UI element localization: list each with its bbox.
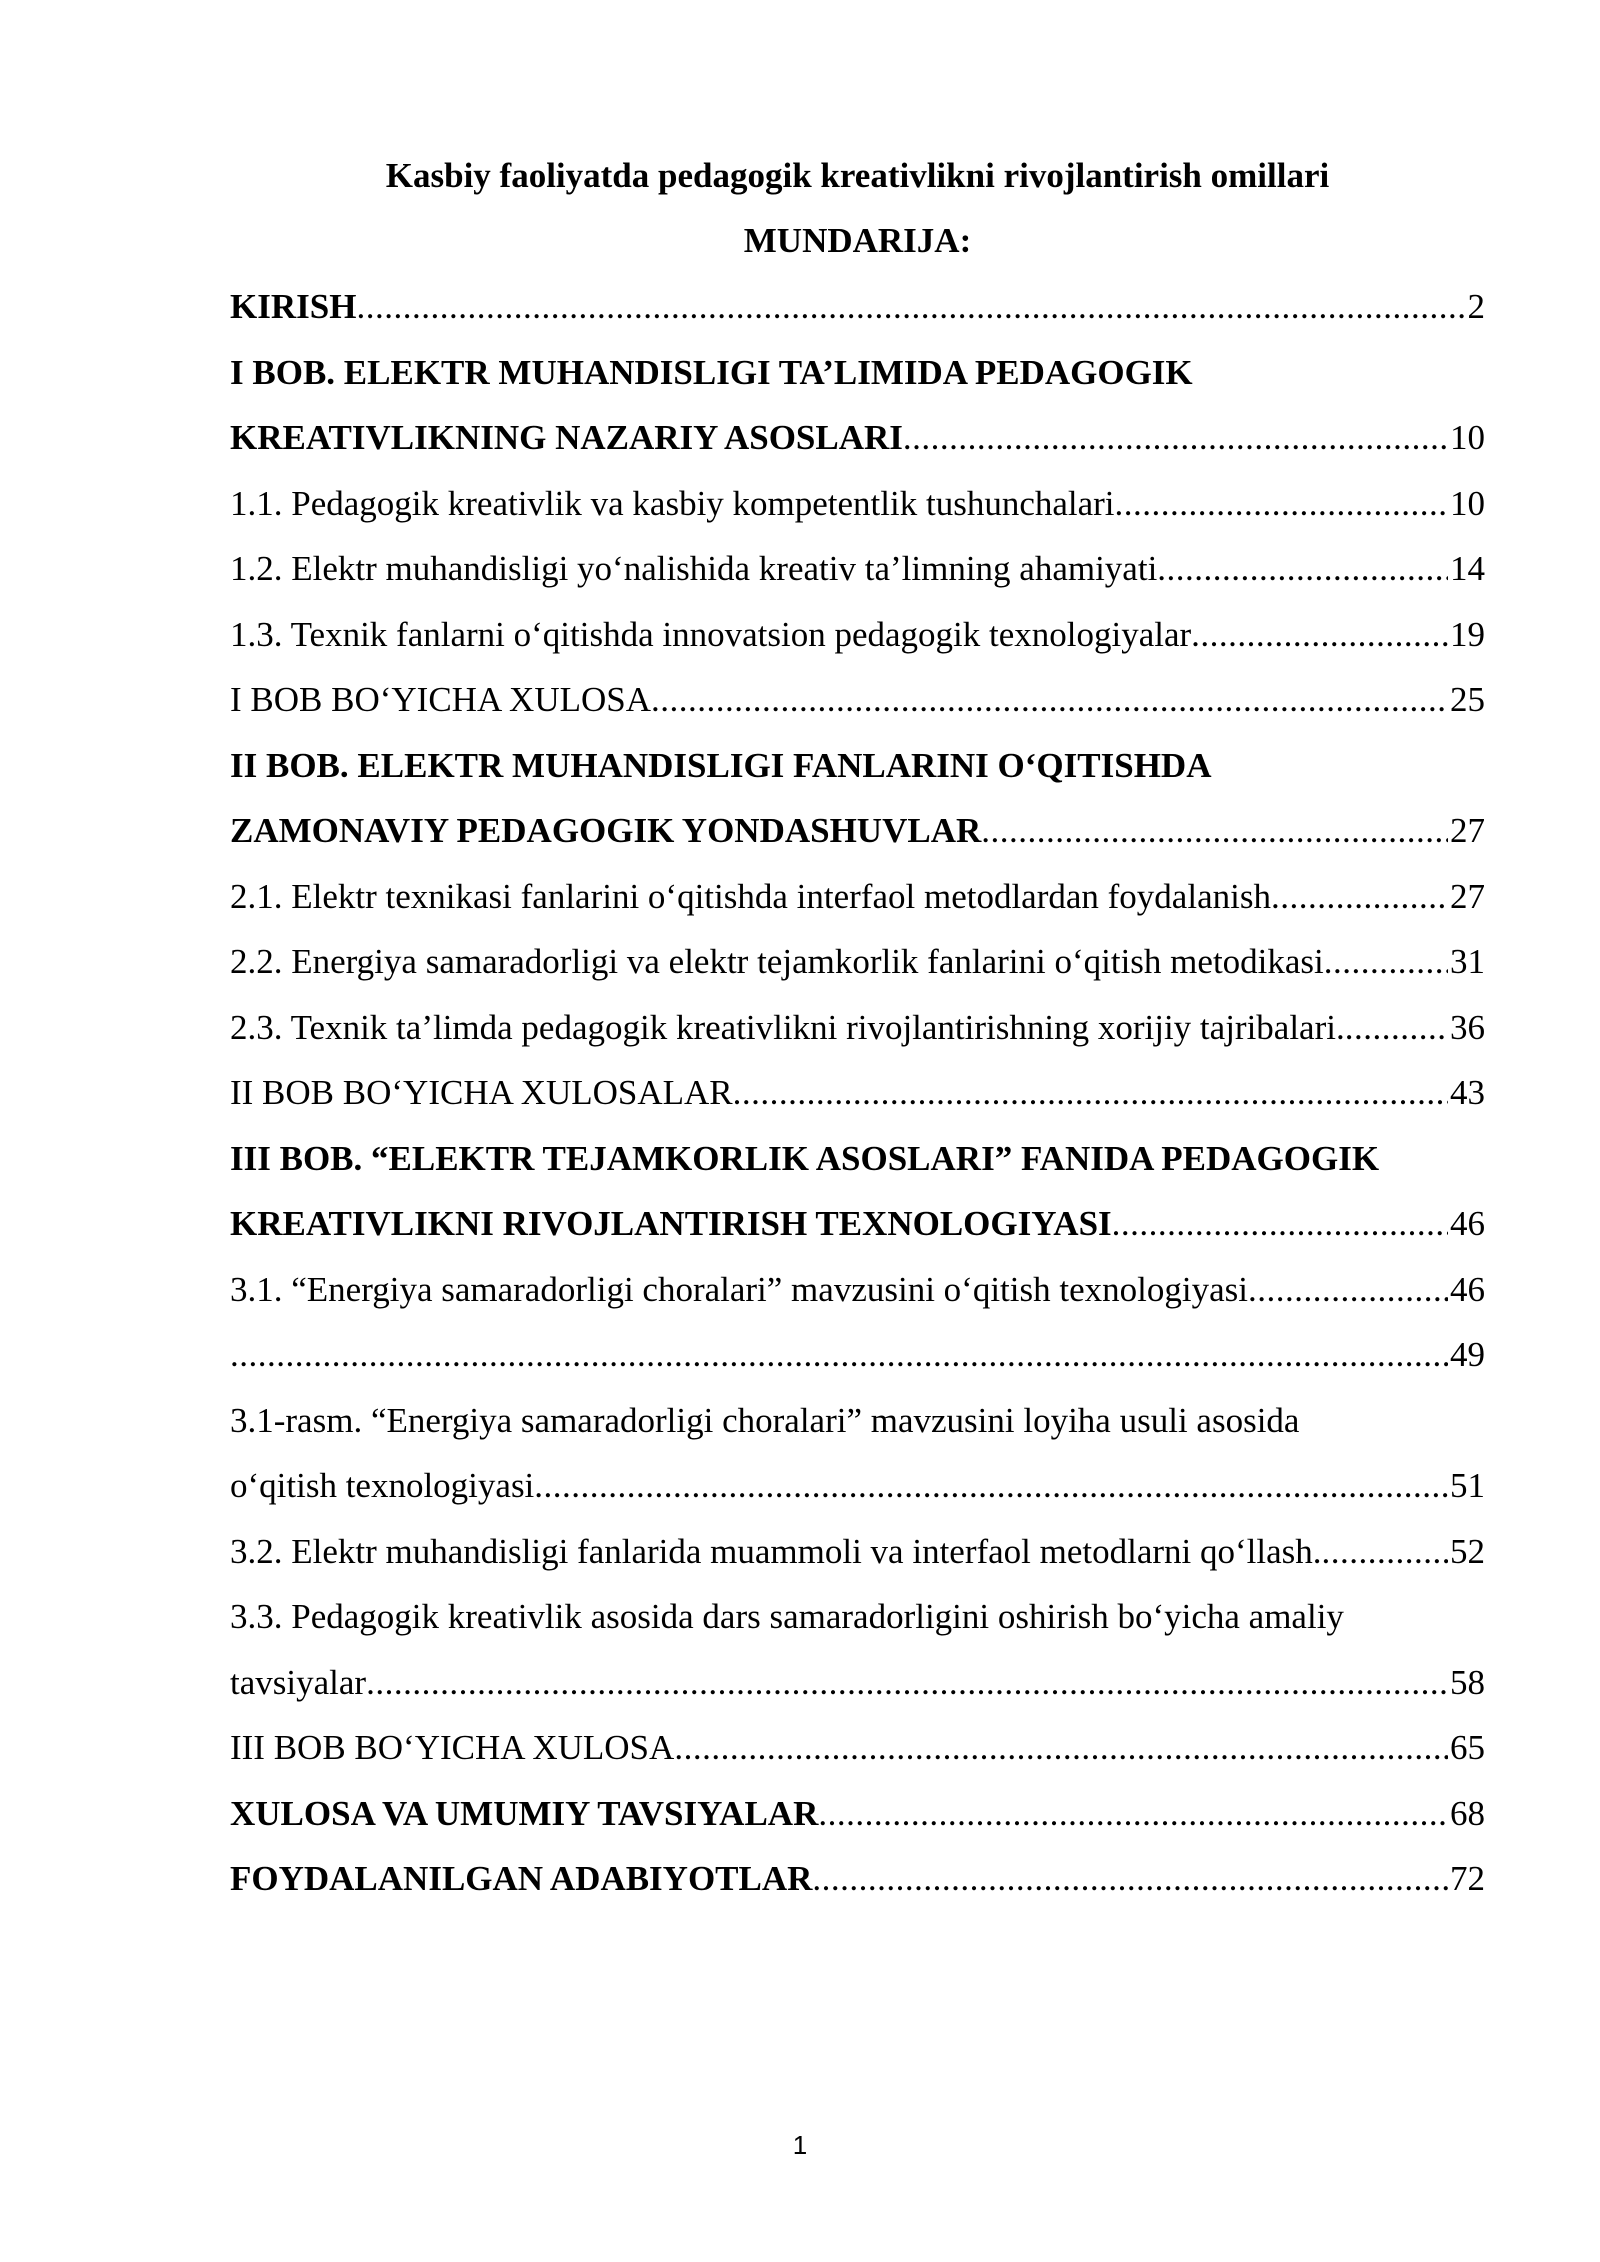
toc-leader-dots [1191, 607, 1448, 663]
toc-heading: MUNDARIJA: [743, 221, 972, 260]
toc-entry-text: KIRISH [230, 287, 357, 326]
toc-entry [230, 1262, 1485, 1328]
toc-entry [230, 1655, 1485, 1721]
toc-leader-dots [903, 410, 1448, 466]
table-of-contents [230, 279, 1485, 1917]
toc-entry [230, 476, 1485, 542]
toc-entry-text: 3.1. “Energiya samaradorligi choralari” mavzusini o‘qitish texnologiyasi [230, 1269, 1248, 1309]
toc-leader-dots [674, 1720, 1448, 1776]
toc-entry [230, 1786, 1485, 1852]
toc-entry [230, 1000, 1485, 1066]
toc-entry-page: 68 [1450, 1793, 1485, 1833]
toc-entry [230, 1065, 1485, 1131]
toc-leader-dots [1112, 1196, 1448, 1252]
toc-entry-text: 1.3. Texnik fanlarni o‘qitishda innovatsion pedagogik texnologiyalar [230, 614, 1192, 654]
toc-entry [230, 541, 1485, 607]
toc-entry-text: II BOB. ELEKTR MUHANDISLIGI FANLARINI O‘QITISHDA [230, 745, 1212, 785]
toc-entry [230, 607, 1485, 673]
toc-leader-dots [1322, 1524, 1448, 1580]
toc-entry-page: 36 [1450, 1007, 1485, 1047]
toc-leader-dots [230, 1327, 1448, 1383]
toc-entry [230, 869, 1485, 935]
toc-entry [230, 1720, 1485, 1786]
toc-entry-page: 51 [1450, 1466, 1485, 1505]
toc-entry-page: 31 [1450, 942, 1485, 981]
toc-entry-text: 2.2. Energiya samaradorligi va elektr tejamkorlik fanlarini o‘qitish metodikasi [230, 942, 1324, 981]
toc-entry-page: 72 [1450, 1859, 1485, 1898]
toc-entry [230, 279, 1485, 345]
toc-entry [230, 1851, 1485, 1917]
toc-leader-dots [651, 672, 1448, 728]
toc-entry-text: 2.3. Texnik ta’limda pedagogik kreativlikni rivojlantirishning xorijiy tajribalari. [230, 1007, 1345, 1047]
toc-entry [230, 1589, 1485, 1655]
toc-leader-dots [812, 1851, 1448, 1907]
toc-entry-page: 10 [1450, 483, 1485, 523]
toc-entry-text: 3.3. Pedagogik kreativlik asosida dars samaradorligini oshirish bo‘yicha amaliy [230, 1597, 1344, 1636]
toc-entry-text: o‘qitish texnologiyasi [230, 1466, 535, 1505]
toc-entry-page: 49 [1450, 1335, 1485, 1374]
toc-entry-page: 27 [1450, 876, 1485, 916]
toc-entry-text: I BOB. ELEKTR MUHANDISLIGI TA’LIMIDA PEDAGOGIK [230, 352, 1193, 392]
toc-entry-page: 58 [1450, 1662, 1485, 1702]
toc-entry [230, 1327, 1485, 1393]
toc-leader-dots [534, 1458, 1448, 1514]
toc-entry-text: I BOB BO‘YICHA XULOSA [230, 680, 651, 719]
toc-leader-dots [1248, 1262, 1448, 1318]
toc-leader-dots [1115, 476, 1448, 532]
toc-entry-text: FOYDALANILGAN ADABIYOTLAR [230, 1859, 813, 1898]
toc-leader-dots [366, 1655, 1448, 1711]
toc-leader-dots [733, 1065, 1448, 1121]
toc-entry-text: KREATIVLIKNING NAZARIY ASOSLARI [230, 418, 903, 457]
toc-entry-page: 19 [1450, 614, 1485, 654]
toc-entry [230, 934, 1485, 1000]
toc-entry [230, 1131, 1485, 1197]
toc-entry-page: 25 [1450, 680, 1485, 719]
toc-leader-dots [981, 803, 1448, 859]
toc-entry-page: 14 [1450, 549, 1485, 588]
toc-entry-page: 27 [1450, 811, 1485, 850]
toc-entry [230, 1458, 1485, 1524]
document-title: Kasbiy faoliyatda pedagogik kreativlikni rivojlantirish omillari [385, 156, 1330, 195]
toc-entry-page: 2 [1467, 287, 1485, 326]
toc-entry-page: 52 [1450, 1531, 1485, 1571]
toc-entry-text: KREATIVLIKNI RIVOJLANTIRISH TEXNOLOGIYASI [230, 1204, 1112, 1243]
page-number: 1 [792, 2130, 808, 2160]
toc-entry-text: 2.1. Elektr texnikasi fanlarini o‘qitishda interfaol metodlardan foydalanish [230, 876, 1271, 916]
toc-entry-text: XULOSA VA UMUMIY TAVSIYALAR [230, 1793, 819, 1833]
toc-leader-dots [1271, 869, 1448, 925]
toc-entry [230, 803, 1485, 869]
toc-entry-text: III BOB BO‘YICHA XULOSA [230, 1728, 675, 1767]
toc-leader-dots [356, 279, 1465, 335]
toc-entry-page: 10 [1450, 418, 1485, 457]
toc-entry-page: 65 [1450, 1728, 1485, 1767]
toc-entry-page: 46 [1450, 1269, 1485, 1309]
toc-entry-text: ZAMONAVIY PEDAGOGIK YONDASHUVLAR [230, 811, 982, 850]
toc-entry [230, 410, 1485, 476]
toc-entry [230, 1196, 1485, 1262]
toc-entry-text: 3.2. Elektr muhandisligi fanlarida muammoli va interfaol metodlarni qo‘llash. [230, 1531, 1322, 1571]
toc-entry-text: 1.2. Elektr muhandisligi yo‘nalishida kreativ ta’limning ahamiyati [230, 549, 1158, 588]
toc-leader-dots [1324, 934, 1448, 990]
toc-entry-text: III BOB. “ELEKTR TEJAMKORLIK ASOSLARI” FANIDA PEDAGOGIK [230, 1138, 1380, 1178]
toc-entry [230, 1393, 1485, 1459]
toc-entry [230, 738, 1485, 804]
toc-entry [230, 1524, 1485, 1590]
toc-entry [230, 345, 1485, 411]
toc-leader-dots [1345, 1000, 1448, 1056]
toc-leader-dots [1157, 541, 1448, 597]
toc-entry-text: 1.1. Pedagogik kreativlik va kasbiy kompetentlik tushunchalari [230, 483, 1115, 523]
toc-entry [230, 672, 1485, 738]
toc-leader-dots [818, 1786, 1448, 1842]
toc-entry-text: tavsiyalar [230, 1662, 367, 1702]
toc-entry-page: 46 [1450, 1204, 1485, 1243]
toc-entry-text: II BOB BO‘YICHA XULOSALAR [230, 1073, 733, 1112]
toc-entry-page: 43 [1450, 1073, 1485, 1112]
toc-entry-text: 3.1-rasm. “Energiya samaradorligi choralari” mavzusini loyiha usuli asosida [230, 1400, 1300, 1440]
